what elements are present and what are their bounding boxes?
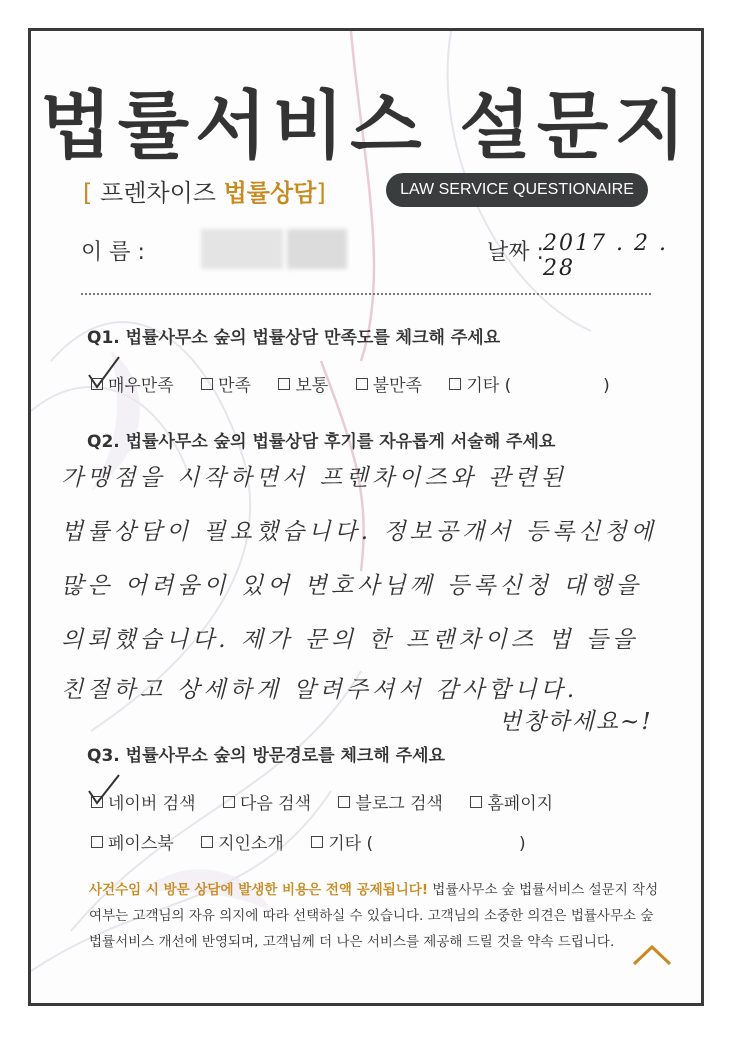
questionnaire-badge: LAW SERVICE QUESTIONAIRE	[386, 173, 648, 207]
review-line: 많은 어려움이 있어 변호사님께 등록신청 대행을	[61, 573, 642, 599]
q3-option-naver[interactable]: 네이버 검색	[91, 789, 196, 814]
checkbox[interactable]	[201, 378, 213, 390]
subtitle-bracket-close: ]	[316, 179, 326, 207]
checkbox[interactable]	[223, 796, 235, 808]
q3-option-blog[interactable]: 블로그 검색	[338, 789, 443, 814]
q3-options-row2	[91, 829, 548, 854]
q1-options	[91, 371, 632, 396]
q1-option-normal[interactable]: 보통	[278, 371, 328, 396]
subtitle	[83, 173, 326, 208]
checkbox[interactable]	[356, 378, 368, 390]
footer-highlight: 사건수임 시 방문 상담에 발생한 비용은 전액 공제됩니다!	[89, 882, 428, 898]
footer-text: 법률사무소 숲 법률서비스 설문지 작성 여부는 고객님의 자유 의지에 따라 선택하실 수 있습니다. 고객님의 소중한 의견은 법률사무소 숲 법률서비스 개선에 반영되며, 고객님께 더 나은 서비스를 제공해 드릴 것을 약속 드립니다.	[89, 882, 659, 950]
q3-question: Q3. 법률사무소 숲의 방문경로를 체크해 주세요	[87, 746, 445, 766]
redacted-name-block	[287, 229, 347, 269]
review-signoff: 번창하세요~!	[499, 709, 653, 735]
checkbox[interactable]	[449, 378, 461, 390]
review-line: 의뢰했습니다. 제가 문의 한 프랜차이즈 법 들을	[61, 627, 639, 653]
checkmark-icon	[83, 769, 123, 809]
review-line: 친절하고 상세하게 알려주셔서 감사합니다.	[61, 677, 579, 703]
redacted-name-block	[201, 229, 283, 269]
q1-option-dissatisfied[interactable]: 불만족	[356, 371, 422, 396]
checkbox[interactable]	[278, 378, 290, 390]
name-label: 이 름 :	[81, 240, 145, 265]
checkbox[interactable]	[338, 796, 350, 808]
q3-option-facebook[interactable]: 페이스북	[91, 829, 174, 854]
q2-question: Q2. 법률사무소 숲의 법률상담 후기를 자유롭게 서술해 주세요	[87, 432, 556, 452]
q1-option-very-satisfied[interactable]: 매우만족	[91, 371, 174, 396]
q1-option-other[interactable]: 기타 ( )	[449, 371, 609, 396]
subtitle-accent: 법률상담	[223, 179, 317, 207]
q3-option-referral[interactable]: 지인소개	[201, 829, 284, 854]
date-value: 2017 . 2 . 28	[543, 231, 668, 281]
date-label: 날짜 :	[487, 240, 544, 265]
review-line: 법률상담이 필요했습니다. 정보공개서 등록신청에	[61, 519, 657, 545]
subtitle-bracket-open: [	[83, 179, 93, 207]
checkbox[interactable]	[311, 836, 323, 848]
checkbox[interactable]	[201, 836, 213, 848]
q3-options-row1	[91, 789, 575, 814]
chevron-up-icon[interactable]	[631, 943, 673, 967]
dotted-divider	[81, 293, 651, 295]
q3-option-other[interactable]: 기타 ( )	[311, 829, 525, 854]
q3-option-homepage[interactable]: 홈페이지	[470, 789, 553, 814]
subtitle-prefix: 프렌차이즈	[100, 179, 216, 207]
checkbox[interactable]	[91, 836, 103, 848]
page-title: 법률서비스 설문지	[40, 83, 692, 169]
review-line: 가맹점을 시작하면서 프렌차이즈와 관련된	[61, 465, 567, 491]
q1-question: Q1. 법률사무소 숲의 법률상담 만족도를 체크해 주세요	[87, 328, 501, 348]
survey-form	[28, 28, 704, 1006]
checkbox[interactable]	[470, 796, 482, 808]
checkmark-icon	[83, 353, 123, 393]
q3-option-daum[interactable]: 다음 검색	[223, 789, 311, 814]
footer-notice	[89, 877, 669, 955]
q1-option-satisfied[interactable]: 만족	[201, 371, 251, 396]
